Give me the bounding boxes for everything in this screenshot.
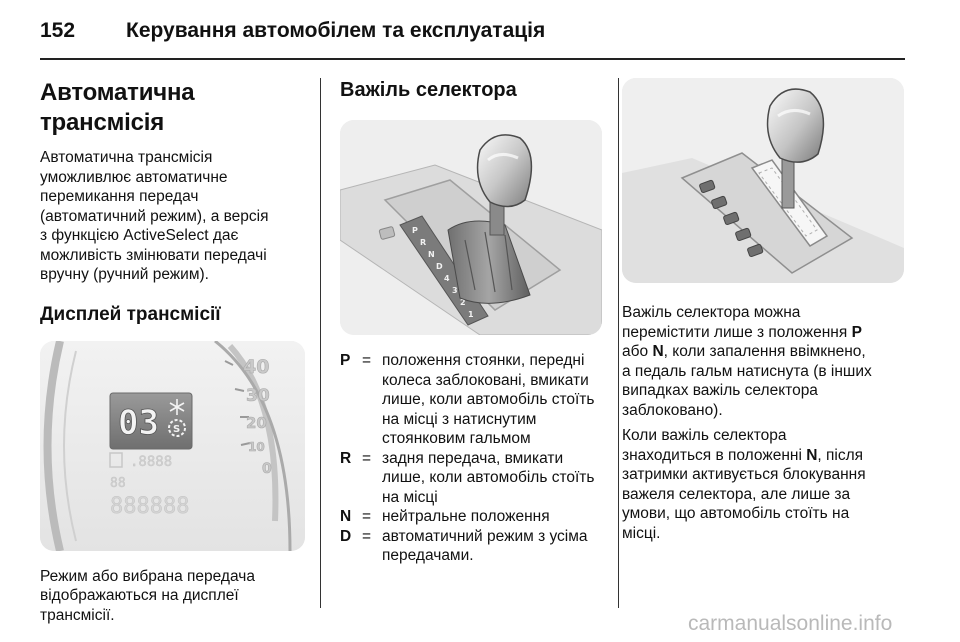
gauge-label: 0 (262, 460, 272, 477)
gear-key: D (340, 527, 352, 545)
selector-gate-illustration (622, 78, 904, 283)
gear-sep: = (362, 527, 372, 545)
intro-line: уможливлює автоматичне (40, 168, 228, 186)
gear-position-p (340, 351, 605, 449)
gear-letter-bold: N (806, 446, 818, 464)
desc-line: автоматичний режим з усіма (382, 527, 588, 545)
odometer-readout: 888888 (110, 493, 190, 519)
watermark: carmanualsonline.info (688, 612, 893, 635)
gear-key: N (340, 508, 352, 525)
gauge-label: 40 (243, 355, 270, 378)
paragraph-line: а педаль гальм натиснута (в інших (622, 362, 872, 380)
desc-line: на місці (382, 488, 438, 506)
intro-line: (автоматичний режим), а версія (40, 207, 269, 225)
intro-line: можливість змінювати передачі (40, 246, 267, 264)
page-header (40, 14, 545, 48)
gear-letter-bold: N (652, 343, 664, 360)
svg-text:88: 88 (110, 475, 126, 491)
column-selector-lock (622, 78, 907, 543)
gate-letter: N (428, 250, 435, 259)
gear-key: P (340, 352, 351, 369)
intro-line: вручну (ручний режим). (40, 266, 209, 283)
paragraph-line: випадках важіль селектора (622, 382, 818, 399)
gate-letter: P (412, 226, 418, 235)
gate-letter: 3 (452, 286, 458, 295)
desc-line: лише, коли автомобіль стоїть (382, 391, 595, 408)
caption-line: Режим або вибрана передача (40, 567, 255, 585)
gear-position-d (340, 527, 605, 566)
desc-line: стоянковим гальмом (382, 430, 531, 447)
paragraph-line: знаходиться в положенні N, після (622, 446, 864, 464)
instrument-cluster-illustration (40, 341, 305, 551)
gear-sep: = (362, 449, 372, 467)
selector-heading: Важіль селектора (340, 79, 517, 101)
gate-letter: 2 (460, 298, 466, 307)
selector-lever-illustration (340, 120, 602, 335)
header-rule (40, 58, 905, 60)
gauge-label: 10 (248, 439, 265, 454)
page-number: 152 (40, 19, 76, 42)
gear-readout: 03 (118, 402, 159, 443)
chapter-title: Керування автомобілем та експлуатація (126, 19, 546, 42)
paragraph-line: Коли важіль селектора (622, 427, 787, 444)
intro-line: Автоматична трансмісія (40, 149, 213, 166)
gear-position-list (340, 351, 605, 566)
paragraph-line: затримки активується блокування (622, 466, 866, 483)
gate-letter: 4 (444, 274, 450, 283)
gear-description (382, 351, 605, 449)
desc-line: колеса заблоковані, вмикати (382, 371, 589, 389)
paragraph-line: або N, коли запалення ввімкнено, (622, 343, 866, 360)
paragraph-line: місці. (622, 524, 661, 542)
caption-line: трансмісії. (40, 606, 115, 624)
gear-description (382, 449, 605, 508)
intro-paragraph (40, 148, 310, 285)
gate-letter: 1 (468, 310, 474, 319)
gauge-label: 30 (246, 385, 270, 406)
intro-line: з функцією ActiveSelect дає (40, 227, 239, 244)
paragraph-line: умови, що автомобіль стоїть на (622, 505, 850, 522)
selector-move-paragraph (622, 303, 907, 420)
selector-lock-paragraph (622, 426, 907, 543)
column-selector-lever (340, 78, 605, 566)
gear-key: R (340, 449, 352, 467)
selector-lever-figure (340, 120, 602, 335)
selector-gate-figure (622, 78, 904, 283)
svg-text:S: S (173, 423, 181, 435)
gate-letter: D (436, 262, 443, 271)
gear-letter-bold: P (851, 323, 862, 341)
transmission-display-figure (40, 341, 305, 551)
column-divider-left (320, 78, 321, 608)
paragraph-line: Важіль селектора можна (622, 304, 801, 321)
desc-line: лише, коли автомобіль стоїть (382, 469, 595, 486)
desc-line: на місці з натиснутим (382, 410, 537, 428)
gear-sep: = (362, 352, 372, 369)
section-title: Автоматична трансмісія (40, 79, 195, 136)
gear-sep: = (362, 508, 372, 525)
gauge-label: 20 (246, 413, 267, 432)
gear-description (382, 527, 605, 566)
gear-description (382, 507, 605, 527)
desc-line: положення стоянки, передні (382, 352, 585, 369)
column-automatic-transmission (40, 78, 310, 625)
desc-line: задня передача, вмикати (382, 449, 564, 467)
paragraph-line: заблоковано). (622, 401, 723, 419)
svg-text:.8888: .8888 (130, 453, 173, 470)
desc-line: нейтральне положення (382, 508, 550, 525)
gate-letter: R (420, 238, 427, 247)
caption-line: відображаються на дисплеї (40, 587, 239, 604)
desc-line: передачами. (382, 547, 474, 564)
column-divider-right (618, 78, 619, 608)
paragraph-line: важеля селектора, але лише за (622, 485, 851, 503)
display-caption (40, 567, 310, 626)
gear-position-n (340, 507, 605, 527)
paragraph-line: перемістити лише з положення P (622, 323, 862, 341)
intro-line: перемикання передач (40, 188, 199, 205)
display-heading: Дисплей трансмісії (40, 303, 221, 325)
gear-position-r (340, 449, 605, 508)
